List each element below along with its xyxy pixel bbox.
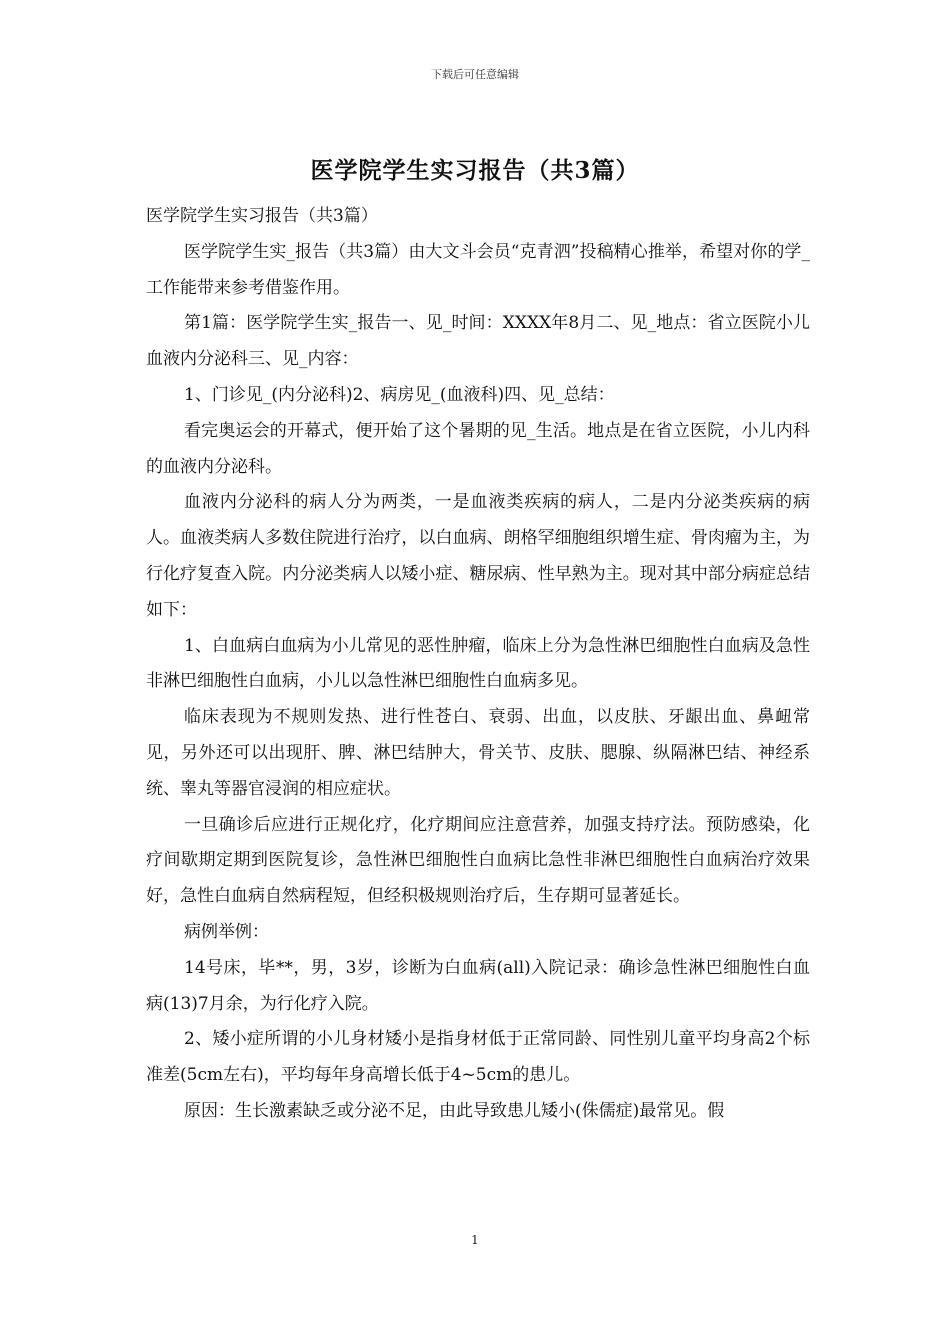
paragraph: 1、白血病白血病为小儿常见的恶性肿瘤，临床上分为急性淋巴细胞性白血病及急性非淋巴细胞性白血病，小儿以急性淋巴细胞性白血病多见。 (146, 635, 810, 692)
paragraph: 2、矮小症所谓的小儿身材矮小是指身材低于正常同龄、同性别儿童平均身高2个标准差(5cm左右)，平均每年身高增长低于4~5cm的患儿。 (146, 1029, 810, 1086)
page-number: 1 (471, 1233, 479, 1247)
paragraph: 医学院学生实_报告（共3篇）由大文斗会员“克青泗”投稿精心推举，希望对你的学_工作能带来参考借鉴作用。 (146, 241, 810, 298)
page-header: 下载后可任意编辑 (431, 68, 519, 81)
paragraph: 第1篇：医学院学生实_报告一、见_时间：XXXX年8月二、见_地点：省立医院小儿血液内分泌科三、见_内容： (146, 313, 810, 370)
paragraph: 血液内分泌科的病人分为两类，一是血液类疾病的病人，二是内分泌类疾病的病人。血液类病人多数住院进行治疗，以白血病、朗格罕细胞组织增生症、骨肉瘤为主，为行化疗复查入院。内分泌类病人以矮小症、糖尿病、性早熟为主。现对其中部分病症总结如下： (146, 492, 810, 620)
paragraph: 14号床，毕**，男，3岁，诊断为白血病(all)入院记录：确诊急性淋巴细胞性白血病(13)7月余，为行化疗入院。 (146, 957, 810, 1014)
paragraph: 一旦确诊后应进行正规化疗，化疗期间应注意营养，加强支持疗法。预防感染，化疗间歇期定期到医院复诊，急性淋巴细胞性白血病比急性非淋巴细胞性白血病治疗效果好，急性白血病自然病程短，但经积极规则治疗后，生存期可显著延长。 (146, 814, 810, 907)
paragraph: 原因：生长激素缺乏或分泌不足，由此导致患儿矮小(侏儒症)最常见。假 (184, 1100, 725, 1121)
paragraph: 1、门诊见_(内分泌科)2、病房见_(血液科)四、见_总结： (184, 384, 615, 405)
paragraph: 临床表现为不规则发热、进行性苍白、衰弱、出血，以皮肤、牙龈出血、鼻衄常见，另外还可以出现肝、脾、淋巴结肿大，骨关节、皮肤、腮腺、纵隔淋巴结、神经系统、睾丸等器官浸润的相应症状。 (146, 707, 810, 799)
paragraph: 看完奥运会的开幕式，便开始了这个暑期的见_生活。地点是在省立医院，小儿内科的血液内分泌科。 (146, 420, 810, 477)
paragraph: 病例举例： (184, 921, 269, 942)
paragraph: 医学院学生实习报告（共3篇） (146, 206, 378, 226)
document-title: 医学院学生实习报告（共3篇） (310, 157, 640, 184)
document-body (146, 199, 810, 1130)
